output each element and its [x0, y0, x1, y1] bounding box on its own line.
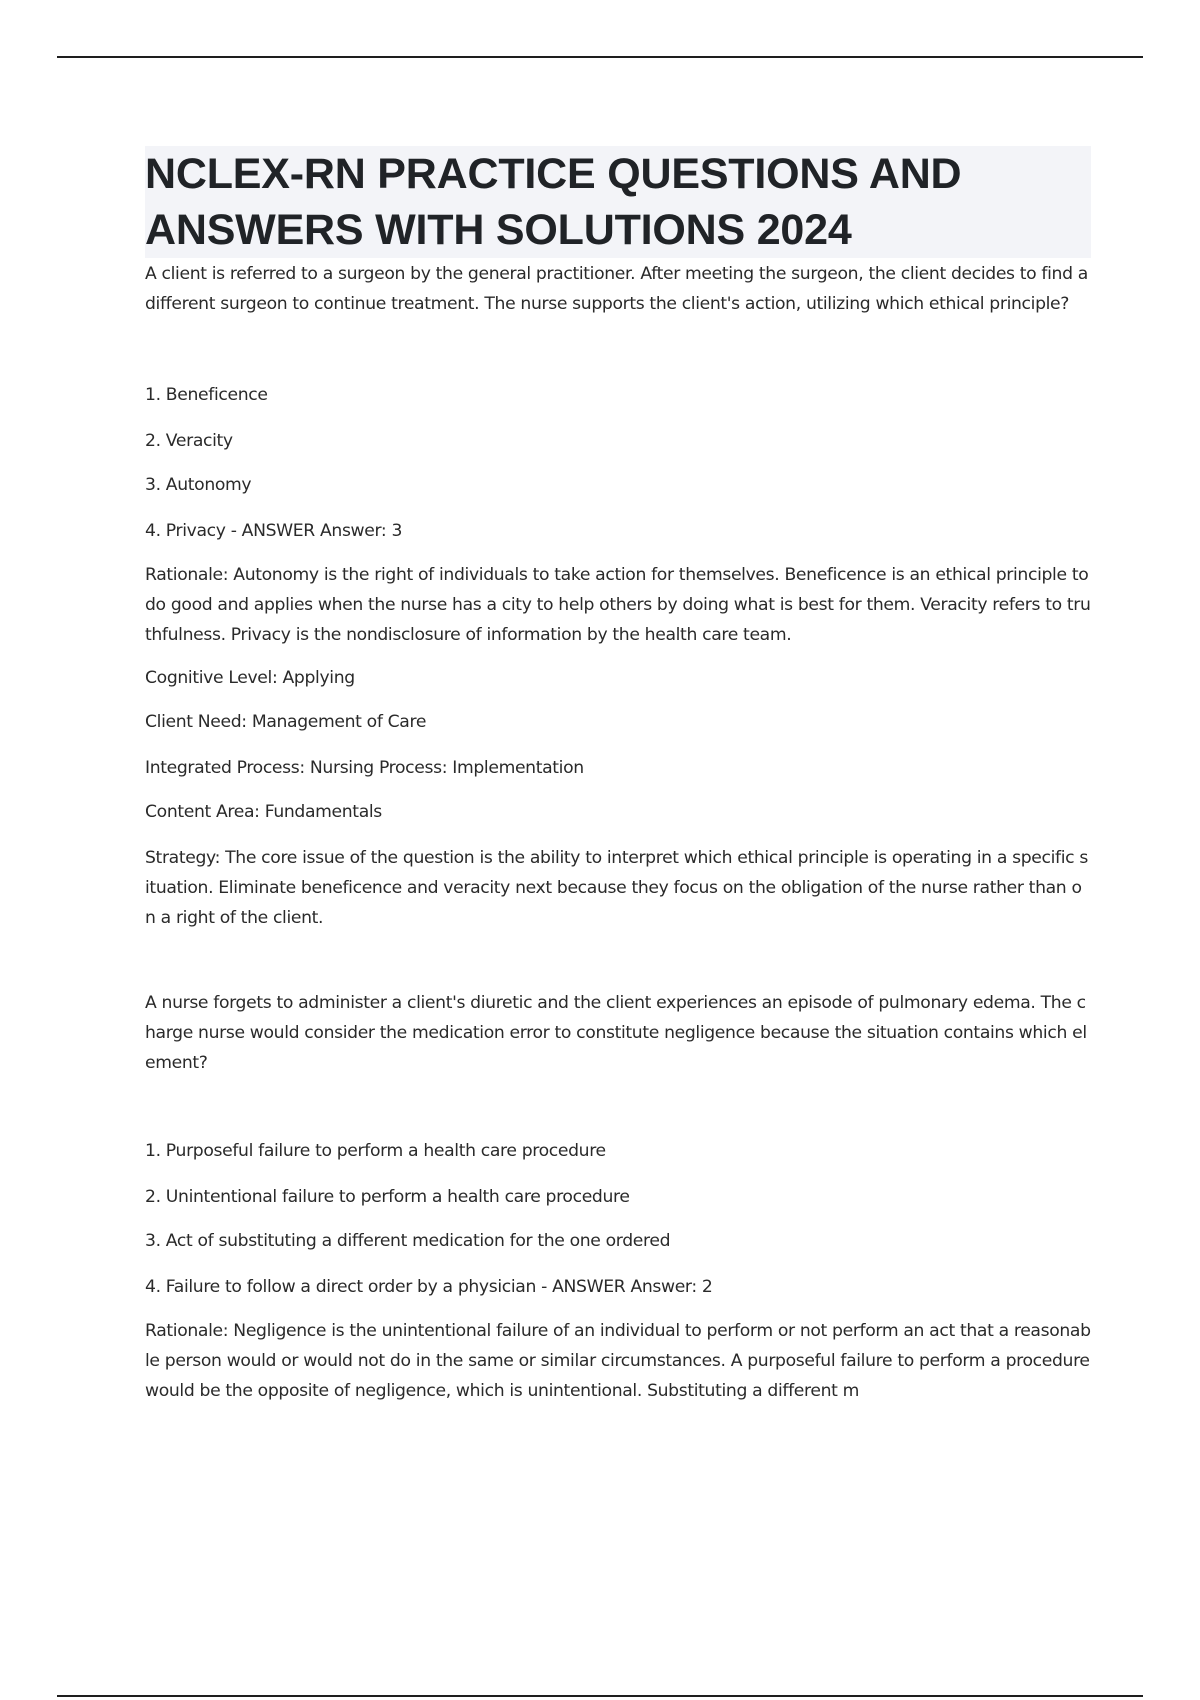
document-title: NCLEX-RN PRACTICE QUESTIONS AND ANSWERS WITH SOLUTIONS 2024 [145, 146, 1091, 258]
question-1-option: 3. Autonomy [145, 475, 252, 495]
question-1-rationale: Rationale: Autonomy is the right of individuals to take action for themselves. Beneficence is an ethical principle to do good and applies when the nurse has a city to help others by doing what is best for them. Veracity refers to truthfulness. Privacy is the nondisclosure of information by the health care team. [145, 565, 1091, 645]
document-page [145, 146, 1093, 1406]
question-1-cognitive-level: Cognitive Level: Applying [145, 668, 355, 688]
header-rule [57, 56, 1143, 58]
question-2-rationale: Rationale: Negligence is the unintentional failure of an individual to perform or not perform an act that a reasonable person would or would not do in the same or similar circumstances. A purposeful failure to perform a procedure would be the opposite of negligence, which is unintentional. Substituting a different m [145, 1321, 1091, 1401]
question-2-option: 2. Unintentional failure to perform a health care procedure [145, 1187, 630, 1207]
question-1-option: 1. Beneficence [145, 385, 268, 405]
question-1-option-answer: 4. Privacy - ANSWER Answer: 3 [145, 521, 403, 541]
question-2-option: 3. Act of substituting a different medication for the one ordered [145, 1231, 671, 1251]
question-1-text: A client is referred to a surgeon by the general practitioner. After meeting the surgeon, the client decides to find a different surgeon to continue treatment. The nurse supports the client's action, utilizing which ethical principle? [145, 264, 1088, 314]
question-1-client-need: Client Need: Management of Care [145, 712, 427, 732]
question-1-strategy: Strategy: The core issue of the question is the ability to interpret which ethical principle is operating in a specific situation. Eliminate beneficence and veracity next because they focus on the obligation of the nurse rather than on a right of the client. [145, 848, 1088, 928]
footer-rule [57, 1695, 1143, 1697]
question-2-option: 1. Purposeful failure to perform a health care procedure [145, 1141, 606, 1161]
question-1-content-area: Content Area: Fundamentals [145, 802, 382, 822]
question-1-integrated-process: Integrated Process: Nursing Process: Implementation [145, 758, 584, 778]
question-1-option: 2. Veracity [145, 431, 233, 451]
question-2-text: A nurse forgets to administer a client's diuretic and the client experiences an episode of pulmonary edema. The charge nurse would consider the medication error to constitute negligence because the situation contains which element? [145, 993, 1087, 1073]
question-2-option-answer: 4. Failure to follow a direct order by a physician - ANSWER Answer: 2 [145, 1277, 713, 1297]
